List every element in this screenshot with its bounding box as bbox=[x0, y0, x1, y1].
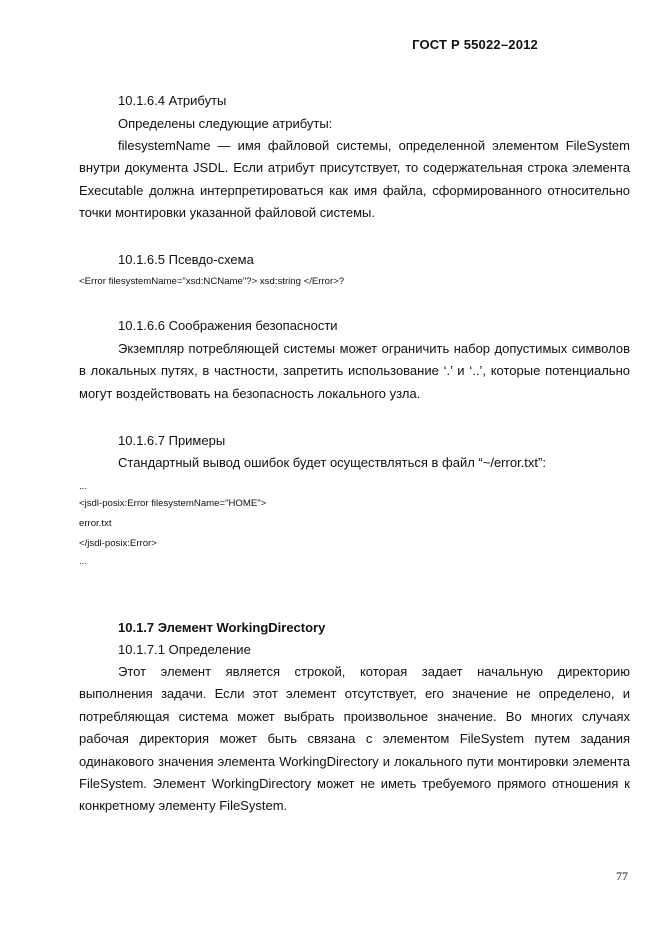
page-number: 77 bbox=[616, 869, 628, 883]
attributes-body-text: filesystemName — имя файловой системы, определенной элементом FileSystem внутри документа JSDL. Если атрибут присутствует, то содержательная строка элемента Executable должна интерпретироваться как имя файла, сформированного относительно точки монтировки указанной файловой системы. bbox=[79, 138, 630, 221]
example-code-line: <jsdl-posix:Error filesystemName="HOME"> bbox=[79, 498, 267, 509]
document-header: ГОСТ Р 55022–2012 bbox=[412, 37, 538, 52]
example-code-line: ... bbox=[79, 481, 87, 492]
working-directory-body-paragraph bbox=[79, 661, 630, 818]
pseudo-schema-code: <Error filesystemName="xsd:NCName"?> xsd:string </Error>? bbox=[79, 276, 345, 287]
examples-intro: Стандартный вывод ошибок будет осуществляться в файл “~/error.txt”: bbox=[118, 455, 546, 470]
section-heading-examples: 10.1.6.7 Примеры bbox=[118, 433, 226, 448]
section-heading-attributes: 10.1.6.4 Атрибуты bbox=[118, 93, 227, 108]
section-heading-working-directory: 10.1.7 Элемент WorkingDirectory bbox=[118, 620, 326, 635]
attributes-intro: Определены следующие атрибуты: bbox=[118, 116, 333, 131]
section-heading-security: 10.1.6.6 Соображения безопасности bbox=[118, 318, 338, 333]
subsection-heading-definition: 10.1.7.1 Определение bbox=[118, 642, 251, 657]
working-directory-body-text: Этот элемент является строкой, которая задает начальную директорию выполнения задачи. Если этот элемент отсутствует, его значение не определено, и потребляющая система может выбрать произвольное значение. Во многих случаях рабочая директория может быть связана с элементом FileSystem путем задания одинакового значения элемента WorkingDirectory и локального пути монтировки элемента FileSystem. Элемент WorkingDirectory может не иметь требуемого прямого отношения к конкретному элементу FileSystem. bbox=[79, 664, 630, 814]
example-code-line: ... bbox=[79, 556, 87, 567]
attributes-body-paragraph bbox=[79, 135, 630, 225]
security-body-text: Экземпляр потребляющей системы может ограничить набор допустимых символов в локальных путях, в частности, запретить использование ‘.’ и ‘..’, которые потенциально могут воздействовать на безопасность локального узла. bbox=[79, 341, 630, 401]
example-code-line: </jsdl-posix:Error> bbox=[79, 538, 157, 549]
section-heading-pseudo-schema: 10.1.6.5 Псевдо-схема bbox=[118, 252, 254, 267]
security-body-paragraph bbox=[79, 338, 630, 405]
example-code-line: error.txt bbox=[79, 518, 112, 529]
